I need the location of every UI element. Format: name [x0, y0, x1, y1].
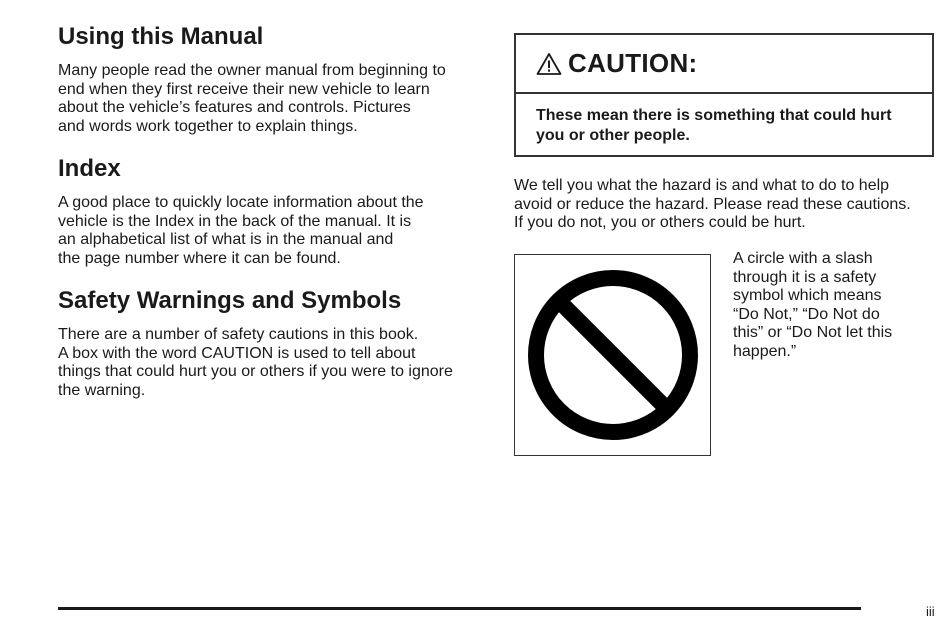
index-paragraph: A good place to quickly locate information about the vehicle is the Index in the back of the manual. It is an alphabetical list of what is in the manual and the page number where it can be found. [58, 194, 424, 267]
section-heading-safety-warnings: Safety Warnings and Symbols [58, 287, 402, 314]
symbol-caption: A circle with a slash through it is a safety symbol which means “Do Not,” “Do Not do this” or “Do Not let this happen.” [733, 250, 893, 360]
symbol-figure-box [514, 254, 711, 456]
caution-header [516, 35, 932, 94]
section-heading-index: Index [58, 155, 121, 182]
caution-title: CAUTION: [568, 48, 698, 78]
caution-text: These mean there is something that could hurt you or other people. [536, 107, 892, 144]
circle-slash-icon [527, 269, 699, 441]
hazard-paragraph: We tell you what the hazard is and what to do to help avoid or reduce the hazard. Please read these cautions. If you do not, you or others could be hurt. [514, 177, 911, 231]
left-column [58, 22, 488, 400]
footer-rule [58, 607, 861, 610]
section-heading-using-manual: Using this Manual [58, 23, 264, 50]
caution-box [514, 33, 934, 157]
using-manual-paragraph: Many people read the owner manual from beginning to end when they first receive their new vehicle to learn about the vehicle’s features and controls. Pictures and words work together to explain things. [58, 62, 446, 135]
warning-triangle-icon [536, 52, 562, 76]
safety-paragraph: There are a number of safety cautions in this book. A box with the word CAUTION is used to tell about things that could hurt you or others if you were to ignore the warning. [58, 326, 453, 399]
hazard-paragraph-container [514, 177, 944, 233]
page-number: iii [926, 604, 935, 619]
